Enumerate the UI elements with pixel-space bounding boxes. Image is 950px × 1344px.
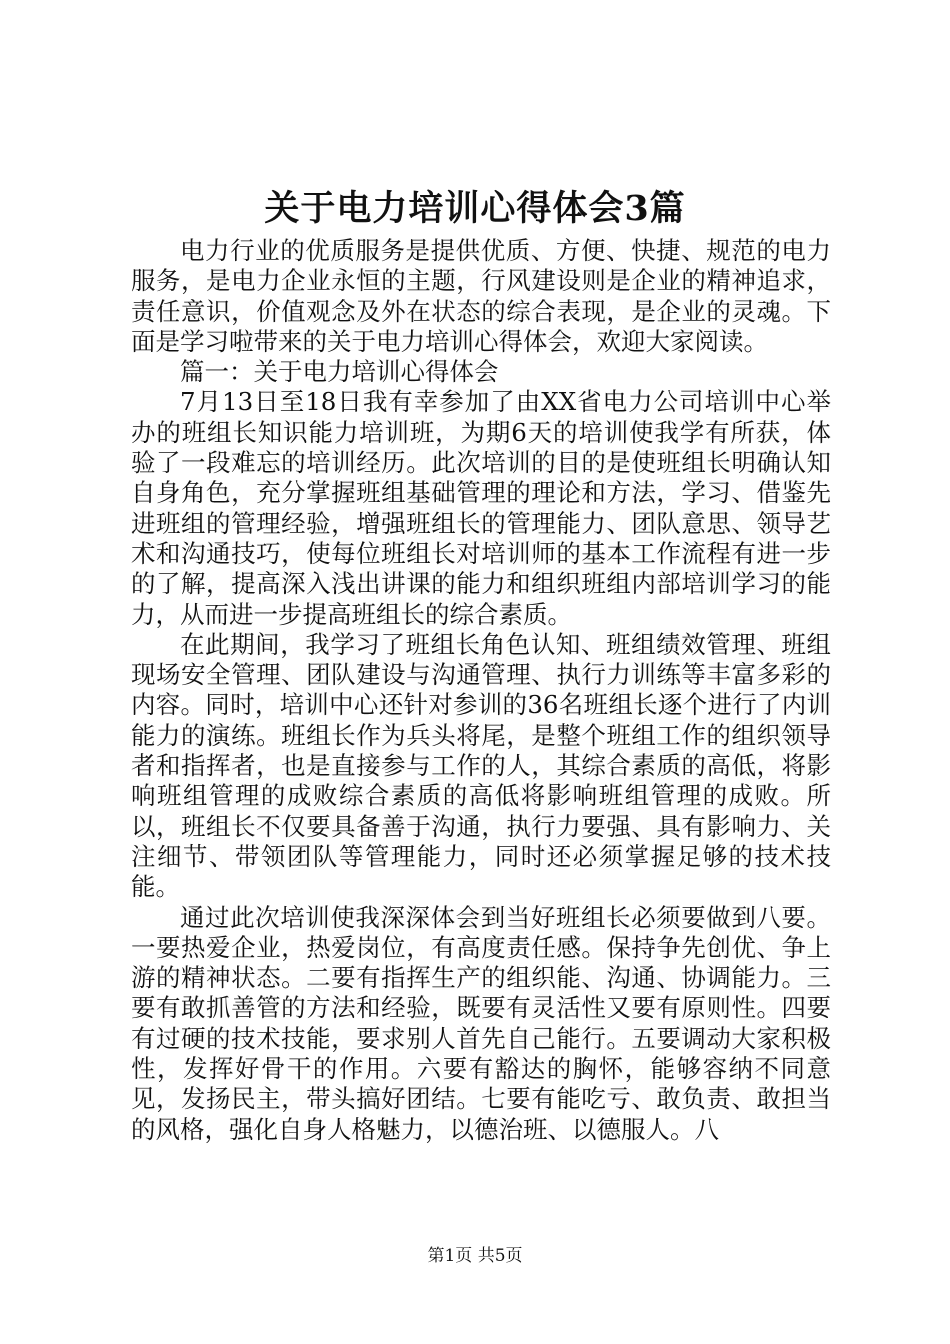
document-title: 关于电力培训心得体会3篇 [264,188,686,229]
section-heading: 篇一：关于电力培训心得体会 [180,357,499,387]
body-paragraph-2: 在此期间，我学习了班组长角色认知、班组绩效管理、班组现场安全管理、团队建设与沟通管理、执行力训练等丰富多彩的内容。同时，培训中心还针对参训的36名班组长逐个进行了内训能力的演练。班组长作为兵头将尾，是整个班组工作的组织领导者和指挥者，也是直接参与工作的人，其综合素质的高低，将影响班组管理的成败综合素质的高低将影响班组管理的成败。所以，班组长不仅要具备善于沟通，执行力要强、具有影响力、关注细节、带领团队等管理能力，同时还必须掌握足够的技术技能。 [131,629,831,902]
document-body [131,236,831,1145]
intro-paragraph: 电力行业的优质服务是提供优质、方便、快捷、规范的电力服务，是电力企业永恒的主题，行风建设则是企业的精神追求，责任意识，价值观念及外在状态的综合表现，是企业的灵魂。下面是学习啦带来的关于电力培训心得体会，欢迎大家阅读。 [131,236,831,356]
body-paragraph-3: 通过此次培训使我深深体会到当好班组长必须要做到八要。一要热爱企业，热爱岗位，有高度责任感。保持争先创优、争上游的精神状态。二要有指挥生产的组织能、沟通、协调能力。三要有敢抓善管的方法和经验，既要有灵活性又要有原则性。四要有过硬的技术技能，要求别人首先自己能行。五要调动大家积极性，发挥好骨干的作用。六要有豁达的胸怀，能够容纳不同意见，发扬民主，带头搞好团结。七要有能吃亏、敢负责、敢担当的风格，强化自身人格魅力，以德治班、以德服人。八 [131,902,831,1144]
body-paragraph-1: 7月13日至18日我有幸参加了由XX省电力公司培训中心举办的班组长知识能力培训班，为期6天的培训使我学有所获，体验了一段难忘的培训经历。此次培训的目的是使班组长明确认知自身角色，充分掌握班组基础管理的理论和方法，学习、借鉴先进班组的管理经验，增强班组长的管理能力、团队意思、领导艺术和沟通技巧，使每位班组长对培训师的基本工作流程有进一步的了解，提高深入浅出讲课的能力和组织班组内部培训学习的能力，从而进一步提高班组长的综合素质。 [131,387,831,629]
page-footer: 第1页 共5页 [427,1246,523,1266]
